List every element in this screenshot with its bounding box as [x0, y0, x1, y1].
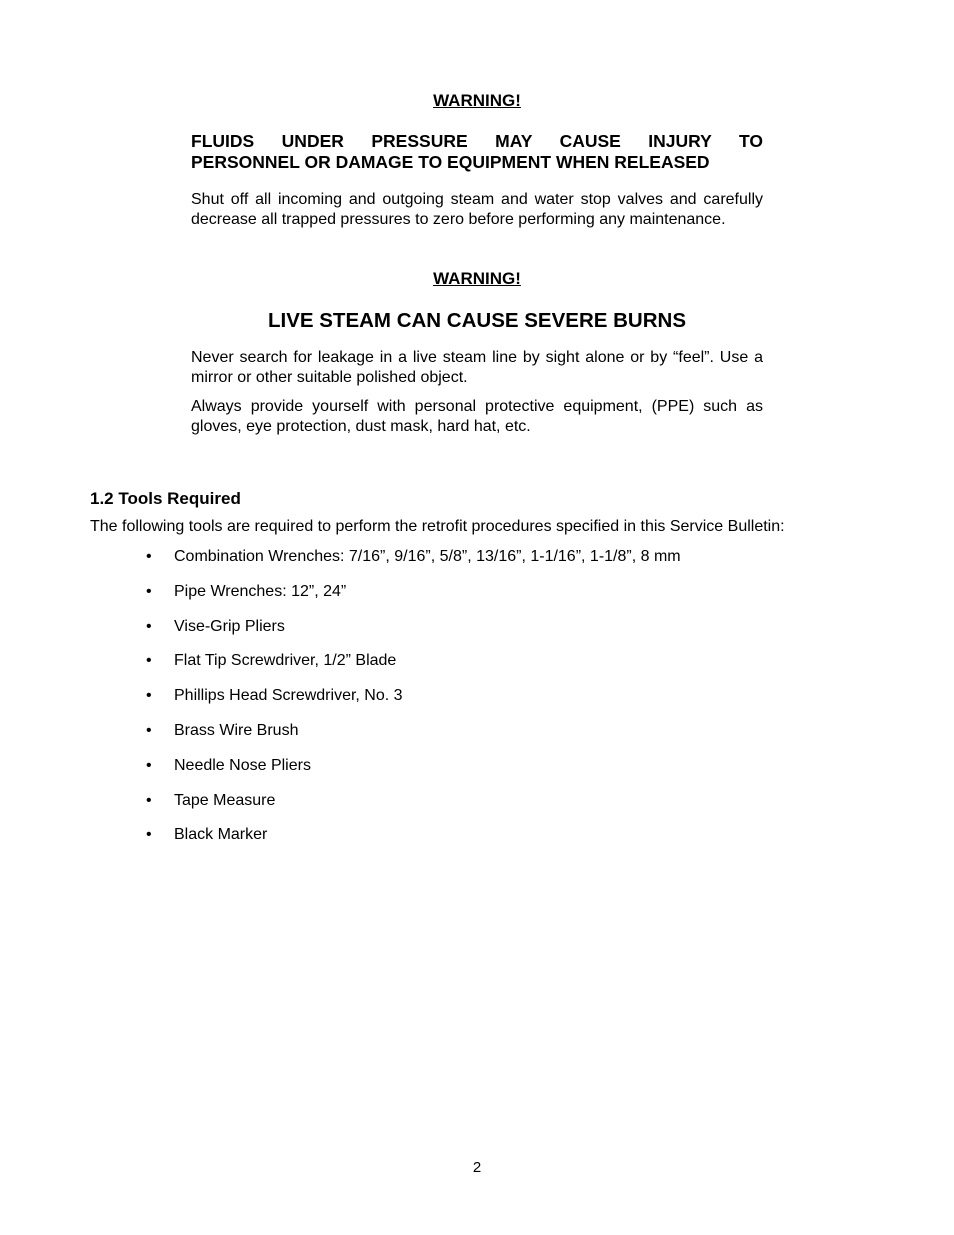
list-item	[146, 791, 681, 826]
warning-label: WARNING!	[433, 91, 521, 110]
warning-body-pressure: Shut off all incoming and outgoing steam and water stop valves and carefully decrease all trapped pressures to zero before performing any maintenance.	[191, 191, 763, 228]
bullet: •	[146, 548, 152, 565]
warning-block-pressure	[191, 91, 763, 230]
warning-headline-line-2: PERSONNEL OR DAMAGE TO EQUIPMENT WHEN RELEASED	[191, 152, 710, 172]
tool-name: Tape Measure	[174, 791, 276, 809]
list-item	[146, 651, 681, 686]
list-item	[146, 547, 681, 582]
warning-label: WARNING!	[433, 269, 521, 288]
warning-block-steam	[191, 269, 763, 437]
tool-name: Vise-Grip Pliers	[174, 617, 285, 635]
tool-name: Black Marker	[174, 826, 268, 844]
bullet: •	[146, 582, 152, 600]
list-item	[146, 756, 681, 791]
bullet: •	[146, 826, 152, 844]
tool-name: Pipe Wrenches: 12”, 24”	[174, 582, 347, 600]
warning-headline-pressure	[191, 131, 763, 173]
bullet: •	[146, 721, 152, 739]
list-item	[146, 617, 681, 652]
bullet: •	[146, 791, 152, 809]
list-item	[146, 825, 681, 860]
bullet: •	[146, 652, 152, 670]
bullet: •	[146, 756, 152, 774]
page-number: 2	[472, 1159, 482, 1176]
warning-body-ppe: Always provide yourself with personal protective equipment, (PPE) such as gloves, eye protection, dust mask, hard hat, etc.	[191, 398, 763, 435]
tool-name: Brass Wire Brush	[174, 721, 299, 739]
tool-name: Needle Nose Pliers	[174, 756, 311, 774]
tool-name: Phillips Head Screwdriver, No. 3	[174, 687, 403, 705]
section-heading-tools: 1.2 Tools Required	[90, 489, 241, 508]
bullet: •	[146, 687, 152, 705]
tool-name: Flat Tip Screwdriver, 1/2” Blade	[174, 652, 397, 670]
bullet: •	[146, 617, 152, 635]
warning-body-leakage: Never search for leakage in a live steam line by sight alone or by “feel”. Use a mirror or other suitable polished object.	[191, 349, 763, 386]
warning-headline-steam: LIVE STEAM CAN CAUSE SEVERE BURNS	[267, 309, 687, 332]
list-item	[146, 686, 681, 721]
list-item	[146, 582, 681, 617]
section-intro: The following tools are required to perform the retrofit procedures specified in this Service Bulletin:	[90, 518, 785, 535]
list-item	[146, 721, 681, 756]
tool-name: Combination Wrenches: 7/16”, 9/16”, 5/8”, 13/16”, 1-1/16”, 1-1/8”, 8 mm	[174, 548, 681, 565]
warning-headline-line-1: FLUIDS UNDER PRESSURE MAY CAUSE INJURY TO	[191, 131, 763, 151]
tools-list	[146, 547, 681, 860]
